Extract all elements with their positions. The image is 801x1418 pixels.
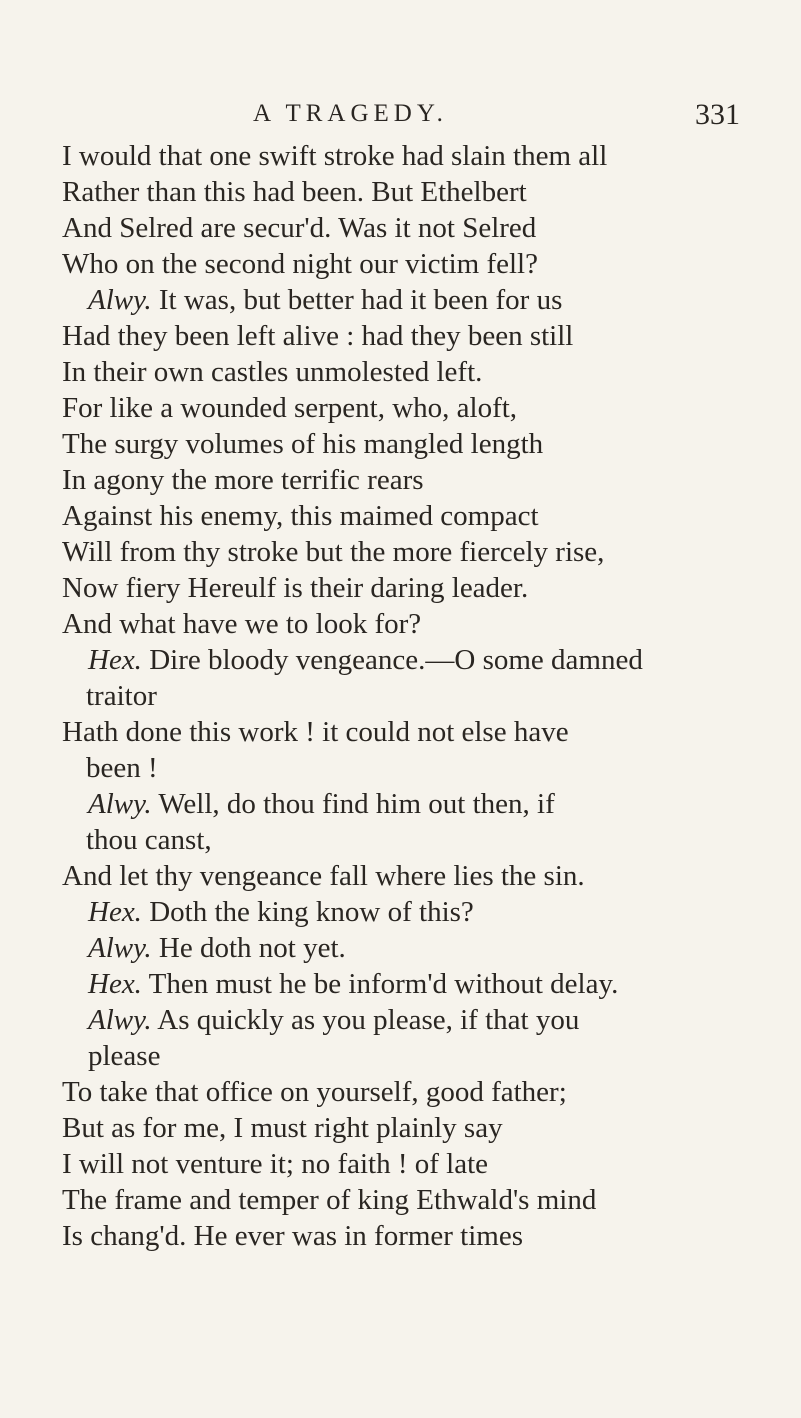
line-text: And what have we to look for? — [62, 608, 422, 640]
page-number: 331 — [695, 98, 740, 131]
verse-line-1 — [62, 138, 607, 174]
verse-line-28 — [62, 1110, 503, 1146]
verse-line-13 — [62, 570, 528, 606]
line-text: The frame and temper of king Ethwald's mind — [62, 1184, 597, 1216]
line-text: The surgy volumes of his mangled length — [62, 428, 544, 460]
speaker-name: Alwy. — [88, 1004, 152, 1036]
speaker-name: Hex. — [88, 644, 142, 676]
verse-line-20 — [86, 822, 212, 858]
verse-line-31 — [62, 1218, 523, 1254]
line-text: Now fiery Hereulf is their daring leader. — [62, 572, 529, 604]
verse-line-2 — [62, 174, 527, 210]
verse-line-3 — [62, 210, 536, 246]
verse-line-14 — [62, 606, 421, 642]
line-text: But as for me, I must right plainly say — [62, 1112, 503, 1144]
speaker-name: Hex. — [88, 896, 142, 928]
verse-line-19 — [88, 786, 555, 822]
verse-line-21 — [62, 858, 585, 894]
line-text: In agony the more terrific rears — [62, 464, 424, 496]
line-text: Is chang'd. He ever was in former times — [62, 1220, 524, 1252]
line-text: Will from thy stroke but the more fiercely rise, — [62, 536, 605, 568]
line-text: been ! — [86, 752, 158, 784]
verse-line-7 — [62, 354, 482, 390]
line-text: To take that office on yourself, good father; — [62, 1076, 567, 1108]
verse-line-6 — [62, 318, 573, 354]
verse-line-30 — [62, 1182, 596, 1218]
line-text: Doth the king know of this? — [141, 896, 474, 928]
line-text: Well, do thou find him out then, if — [151, 788, 555, 820]
verse-line-29 — [62, 1146, 488, 1182]
line-text: I would that one swift stroke had slain them all — [62, 140, 608, 172]
line-text: Dire bloody vengeance.—O some damned — [141, 644, 643, 676]
line-text: He doth not yet. — [151, 932, 346, 964]
line-text: And let thy vengeance fall where lies the sin. — [62, 860, 585, 892]
verse-line-12 — [62, 534, 604, 570]
line-text: Then must he be inform'd without delay. — [141, 968, 619, 1000]
speaker-name: Hex. — [88, 968, 142, 1000]
verse-line-17 — [62, 714, 569, 750]
line-text: It was, but better had it been for us — [151, 284, 563, 316]
line-text: For like a wounded serpent, who, aloft, — [62, 392, 518, 424]
line-text: I will not venture it; no faith ! of late — [62, 1148, 489, 1180]
verse-line-15 — [88, 642, 643, 678]
verse-line-8 — [62, 390, 517, 426]
line-text: thou canst, — [86, 824, 212, 856]
line-text: As quickly as you please, if that you — [151, 1004, 580, 1036]
line-text: In their own castles unmolested left. — [62, 356, 483, 388]
line-text: Who on the second night our victim fell? — [62, 248, 538, 280]
speaker-name: Alwy. — [88, 788, 152, 820]
line-text: Rather than this had been. But Ethelbert — [62, 176, 527, 208]
verse-line-22 — [88, 894, 474, 930]
verse-line-5 — [88, 282, 562, 318]
speaker-name: Alwy. — [88, 284, 152, 316]
line-text: And Selred are secur'd. Was it not Selred — [62, 212, 537, 244]
page-header — [0, 92, 801, 138]
verse-line-4 — [62, 246, 538, 282]
running-title: A TRAGEDY. — [253, 100, 448, 127]
verse-line-16 — [86, 678, 157, 714]
verse-line-10 — [62, 462, 424, 498]
speaker-name: Alwy. — [88, 932, 152, 964]
verse-line-26 — [88, 1038, 160, 1074]
verse-line-27 — [62, 1074, 567, 1110]
verse-line-23 — [88, 930, 346, 966]
line-text: traitor — [86, 680, 157, 712]
verse-line-25 — [88, 1002, 579, 1038]
line-text: Had they been left alive : had they been still — [62, 320, 574, 352]
verse-line-18 — [86, 750, 158, 786]
line-text: Hath done this work ! it could not else have — [62, 716, 569, 748]
verse-line-24 — [88, 966, 618, 1002]
verse-line-9 — [62, 426, 543, 462]
line-text: please — [88, 1040, 161, 1072]
line-text: Against his enemy, this maimed compact — [62, 500, 539, 532]
verse-line-11 — [62, 498, 539, 534]
